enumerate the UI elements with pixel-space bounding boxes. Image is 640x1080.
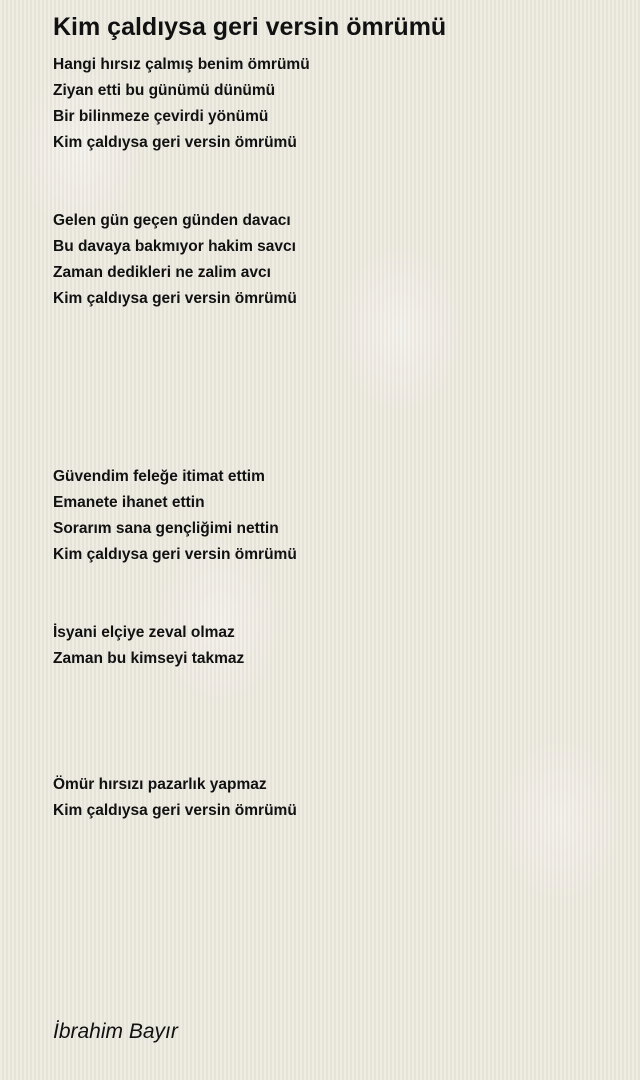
poem-line: Hangi hırsız çalmış benim ömrümü [53, 56, 310, 73]
poem-line: Emanete ihanet ettin [53, 494, 205, 511]
stanza-3 [53, 464, 297, 568]
poem-title: Kim çaldıysa geri versin ömrümü [53, 13, 447, 41]
poem-line: Kim çaldıysa geri versin ömrümü [53, 134, 297, 151]
stanza-4 [53, 620, 244, 672]
poem-line: Sorarım sana gençliğimi nettin [53, 520, 279, 537]
poem-line: Kim çaldıysa geri versin ömrümü [53, 290, 297, 307]
poem-line: Gelen gün geçen günden davacı [53, 212, 291, 229]
stanza-1 [53, 52, 310, 156]
poem-line: Zaman dedikleri ne zalim avcı [53, 264, 271, 281]
poem-line: Kim çaldıysa geri versin ömrümü [53, 546, 297, 563]
stanza-5 [53, 772, 297, 824]
poem-line: Zaman bu kimseyi takmaz [53, 650, 245, 667]
poem-line: Ömür hırsızı pazarlık yapmaz [53, 776, 267, 793]
poem-line: Ziyan etti bu günümü dünümü [53, 82, 276, 99]
poem-line: Bu davaya bakmıyor hakim savcı [53, 238, 296, 255]
poem-line: İsyani elçiye zeval olmaz [53, 624, 235, 641]
stanza-2 [53, 208, 297, 312]
poem-author: İbrahim Bayır [53, 1020, 178, 1043]
poem-line: Güvendim feleğe itimat ettim [53, 468, 265, 485]
poem-line: Kim çaldıysa geri versin ömrümü [53, 802, 297, 819]
poem-line: Bir bilinmeze çevirdi yönümü [53, 108, 269, 125]
